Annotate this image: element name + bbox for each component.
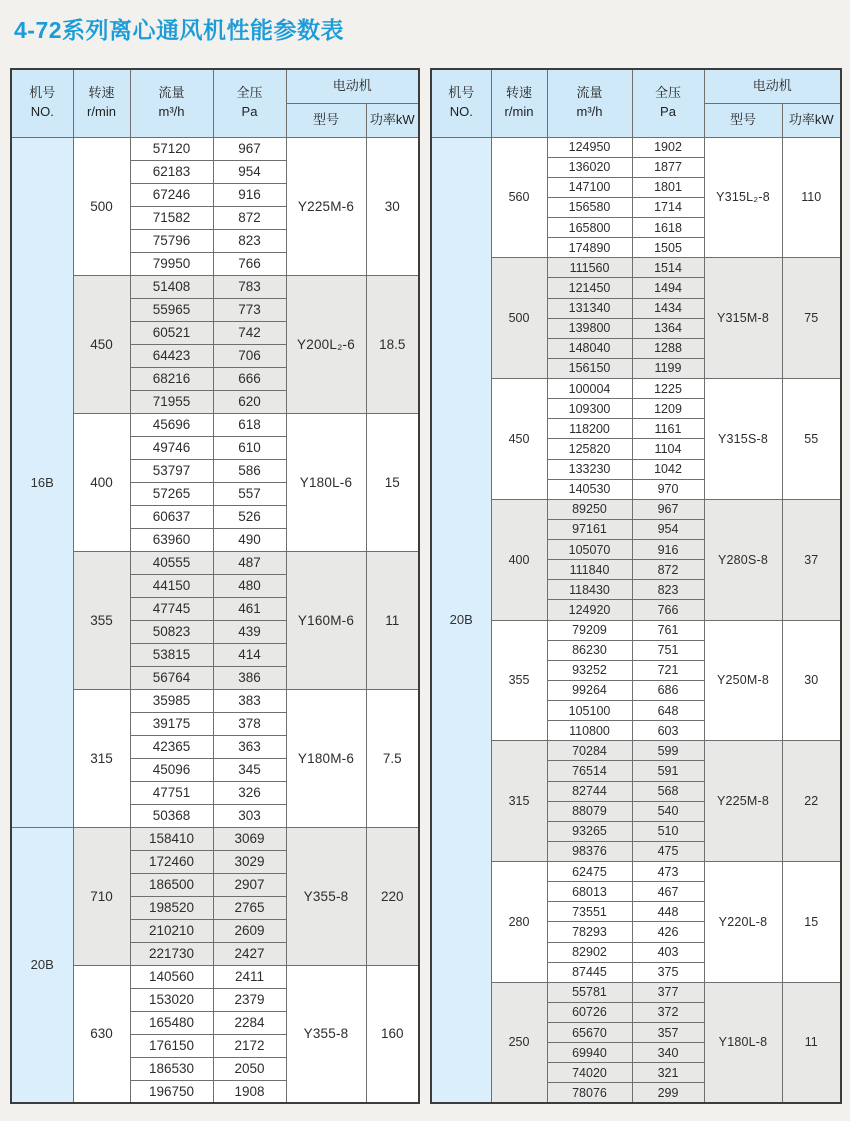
speed-cell: 400 bbox=[491, 499, 547, 620]
col-header-no-cn: 机号 bbox=[448, 85, 475, 101]
col-header-pressure-unit: Pa bbox=[241, 104, 258, 120]
flow-cell: 45696 bbox=[130, 413, 213, 436]
power-cell: 30 bbox=[366, 137, 419, 275]
pressure-cell: 1505 bbox=[632, 238, 704, 258]
pressure-cell: 686 bbox=[632, 680, 704, 700]
flow-cell: 67246 bbox=[130, 183, 213, 206]
table-row bbox=[431, 137, 841, 157]
table-row bbox=[11, 551, 419, 574]
flow-cell: 60726 bbox=[547, 1002, 632, 1022]
flow-cell: 44150 bbox=[130, 574, 213, 597]
flow-cell: 68216 bbox=[130, 367, 213, 390]
pressure-cell: 1514 bbox=[632, 258, 704, 278]
col-header-pressure bbox=[632, 69, 704, 137]
flow-cell: 82902 bbox=[547, 942, 632, 962]
power-cell: 18.5 bbox=[366, 275, 419, 413]
speed-cell: 450 bbox=[491, 379, 547, 500]
pressure-cell: 721 bbox=[632, 660, 704, 680]
pressure-cell: 970 bbox=[632, 479, 704, 499]
pressure-cell: 426 bbox=[632, 922, 704, 942]
model-cell: Y200L₂-6 bbox=[286, 275, 366, 413]
flow-cell: 105070 bbox=[547, 540, 632, 560]
pressure-cell: 1042 bbox=[632, 459, 704, 479]
pressure-cell: 2050 bbox=[213, 1057, 286, 1080]
flow-cell: 140530 bbox=[547, 479, 632, 499]
pressure-cell: 783 bbox=[213, 275, 286, 298]
table-row bbox=[11, 689, 419, 712]
no-cell: 16B bbox=[11, 137, 73, 827]
table-row bbox=[11, 965, 419, 988]
col-header-speed bbox=[491, 69, 547, 137]
flow-cell: 111840 bbox=[547, 560, 632, 580]
col-header-model: 型号 bbox=[704, 103, 782, 137]
pressure-cell: 620 bbox=[213, 390, 286, 413]
no-cell: 20B bbox=[11, 827, 73, 1103]
pressure-cell: 568 bbox=[632, 781, 704, 801]
pressure-cell: 383 bbox=[213, 689, 286, 712]
pressure-cell: 603 bbox=[632, 721, 704, 741]
flow-cell: 196750 bbox=[130, 1080, 213, 1103]
pressure-cell: 916 bbox=[213, 183, 286, 206]
flow-cell: 79209 bbox=[547, 620, 632, 640]
pressure-cell: 1434 bbox=[632, 298, 704, 318]
pressure-cell: 2411 bbox=[213, 965, 286, 988]
flow-cell: 71582 bbox=[130, 206, 213, 229]
speed-cell: 500 bbox=[491, 258, 547, 379]
model-cell: Y315L₂-8 bbox=[704, 137, 782, 258]
col-header-pressure bbox=[213, 69, 286, 137]
model-cell: Y225M-8 bbox=[704, 741, 782, 862]
flow-cell: 57265 bbox=[130, 482, 213, 505]
col-header-speed bbox=[73, 69, 130, 137]
pressure-cell: 414 bbox=[213, 643, 286, 666]
pressure-cell: 586 bbox=[213, 459, 286, 482]
flow-cell: 147100 bbox=[547, 177, 632, 197]
power-cell: 11 bbox=[366, 551, 419, 689]
power-cell: 15 bbox=[366, 413, 419, 551]
flow-cell: 99264 bbox=[547, 680, 632, 700]
speed-cell: 315 bbox=[73, 689, 130, 827]
flow-cell: 100004 bbox=[547, 379, 632, 399]
flow-cell: 35985 bbox=[130, 689, 213, 712]
speed-cell: 500 bbox=[73, 137, 130, 275]
pressure-cell: 372 bbox=[632, 1002, 704, 1022]
flow-cell: 153020 bbox=[130, 988, 213, 1011]
flow-cell: 50368 bbox=[130, 804, 213, 827]
pressure-cell: 448 bbox=[632, 902, 704, 922]
model-cell: Y180L-6 bbox=[286, 413, 366, 551]
flow-cell: 158410 bbox=[130, 827, 213, 850]
flow-cell: 70284 bbox=[547, 741, 632, 761]
pressure-cell: 345 bbox=[213, 758, 286, 781]
power-cell: 7.5 bbox=[366, 689, 419, 827]
flow-cell: 78293 bbox=[547, 922, 632, 942]
pressure-cell: 618 bbox=[213, 413, 286, 436]
flow-cell: 105100 bbox=[547, 701, 632, 721]
speed-cell: 280 bbox=[491, 862, 547, 983]
flow-cell: 121450 bbox=[547, 278, 632, 298]
speed-cell: 355 bbox=[73, 551, 130, 689]
power-cell: 220 bbox=[366, 827, 419, 965]
pressure-cell: 916 bbox=[632, 540, 704, 560]
pressure-cell: 378 bbox=[213, 712, 286, 735]
performance-table-right bbox=[430, 68, 842, 1104]
model-cell: Y220L-8 bbox=[704, 862, 782, 983]
flow-cell: 74020 bbox=[547, 1063, 632, 1083]
flow-cell: 76514 bbox=[547, 761, 632, 781]
flow-cell: 53815 bbox=[130, 643, 213, 666]
flow-cell: 62183 bbox=[130, 160, 213, 183]
model-cell: Y355-8 bbox=[286, 827, 366, 965]
col-header-flow-cn: 流量 bbox=[158, 85, 185, 101]
pressure-cell: 2609 bbox=[213, 919, 286, 942]
pressure-cell: 1618 bbox=[632, 218, 704, 238]
pressure-cell: 766 bbox=[632, 600, 704, 620]
flow-cell: 39175 bbox=[130, 712, 213, 735]
table-body bbox=[11, 137, 419, 1103]
pressure-cell: 1801 bbox=[632, 177, 704, 197]
power-cell: 11 bbox=[782, 982, 841, 1103]
flow-cell: 45096 bbox=[130, 758, 213, 781]
pressure-cell: 299 bbox=[632, 1083, 704, 1103]
flow-cell: 139800 bbox=[547, 318, 632, 338]
pressure-cell: 1209 bbox=[632, 399, 704, 419]
flow-cell: 49746 bbox=[130, 436, 213, 459]
pressure-cell: 1225 bbox=[632, 379, 704, 399]
pressure-cell: 954 bbox=[632, 519, 704, 539]
pressure-cell: 403 bbox=[632, 942, 704, 962]
flow-cell: 87445 bbox=[547, 962, 632, 982]
table-row bbox=[431, 258, 841, 278]
col-header-pressure-cn: 全压 bbox=[236, 85, 263, 101]
power-cell: 15 bbox=[782, 862, 841, 983]
flow-cell: 75796 bbox=[130, 229, 213, 252]
pressure-cell: 480 bbox=[213, 574, 286, 597]
table-row bbox=[431, 499, 841, 519]
col-header-speed-cn: 转速 bbox=[88, 85, 115, 101]
flow-cell: 118200 bbox=[547, 419, 632, 439]
flow-cell: 68013 bbox=[547, 882, 632, 902]
table-row bbox=[431, 741, 841, 761]
table-row bbox=[11, 413, 419, 436]
flow-cell: 71955 bbox=[130, 390, 213, 413]
flow-cell: 110800 bbox=[547, 721, 632, 741]
pressure-cell: 823 bbox=[632, 580, 704, 600]
pressure-cell: 1288 bbox=[632, 338, 704, 358]
power-cell: 75 bbox=[782, 258, 841, 379]
col-header-flow bbox=[130, 69, 213, 137]
pressure-cell: 599 bbox=[632, 741, 704, 761]
power-cell: 22 bbox=[782, 741, 841, 862]
flow-cell: 60521 bbox=[130, 321, 213, 344]
performance-table-left bbox=[10, 68, 420, 1104]
pressure-cell: 1714 bbox=[632, 197, 704, 217]
speed-cell: 250 bbox=[491, 982, 547, 1103]
flow-cell: 60637 bbox=[130, 505, 213, 528]
col-header-flow-unit: m³/h bbox=[576, 104, 603, 120]
col-header-no-cn: 机号 bbox=[29, 85, 56, 101]
table-header bbox=[431, 69, 841, 137]
pressure-cell: 967 bbox=[632, 499, 704, 519]
pressure-cell: 761 bbox=[632, 620, 704, 640]
flow-cell: 89250 bbox=[547, 499, 632, 519]
model-cell: Y315S-8 bbox=[704, 379, 782, 500]
flow-cell: 148040 bbox=[547, 338, 632, 358]
flow-cell: 140560 bbox=[130, 965, 213, 988]
flow-cell: 93265 bbox=[547, 821, 632, 841]
col-header-no-en: NO. bbox=[30, 104, 54, 120]
flow-cell: 69940 bbox=[547, 1043, 632, 1063]
flow-cell: 118430 bbox=[547, 580, 632, 600]
flow-cell: 97161 bbox=[547, 519, 632, 539]
flow-cell: 50823 bbox=[130, 620, 213, 643]
flow-cell: 165480 bbox=[130, 1011, 213, 1034]
pressure-cell: 2284 bbox=[213, 1011, 286, 1034]
flow-cell: 64423 bbox=[130, 344, 213, 367]
pressure-cell: 303 bbox=[213, 804, 286, 827]
power-cell: 37 bbox=[782, 499, 841, 620]
flow-cell: 131340 bbox=[547, 298, 632, 318]
col-header-power: 功率kW bbox=[782, 103, 841, 137]
col-header-motor: 电动机 bbox=[704, 69, 841, 103]
flow-cell: 57120 bbox=[130, 137, 213, 160]
flow-cell: 78076 bbox=[547, 1083, 632, 1103]
col-header-pressure-cn: 全压 bbox=[654, 85, 681, 101]
pressure-cell: 1908 bbox=[213, 1080, 286, 1103]
flow-cell: 53797 bbox=[130, 459, 213, 482]
pressure-cell: 1104 bbox=[632, 439, 704, 459]
model-cell: Y280S-8 bbox=[704, 499, 782, 620]
table-header bbox=[11, 69, 419, 137]
pressure-cell: 3029 bbox=[213, 850, 286, 873]
flow-cell: 186500 bbox=[130, 873, 213, 896]
table-row bbox=[431, 862, 841, 882]
table-body bbox=[431, 137, 841, 1103]
table-row bbox=[11, 137, 419, 160]
pressure-cell: 751 bbox=[632, 640, 704, 660]
pressure-cell: 648 bbox=[632, 701, 704, 721]
pressure-cell: 439 bbox=[213, 620, 286, 643]
page-title: 4-72系列离心通风机性能参数表 bbox=[14, 17, 345, 43]
col-header-flow bbox=[547, 69, 632, 137]
flow-cell: 172460 bbox=[130, 850, 213, 873]
flow-cell: 42365 bbox=[130, 735, 213, 758]
flow-cell: 210210 bbox=[130, 919, 213, 942]
flow-cell: 51408 bbox=[130, 275, 213, 298]
pressure-cell: 357 bbox=[632, 1023, 704, 1043]
no-cell: 20B bbox=[431, 137, 491, 1103]
pressure-cell: 954 bbox=[213, 160, 286, 183]
flow-cell: 55965 bbox=[130, 298, 213, 321]
col-header-speed-cn: 转速 bbox=[505, 85, 532, 101]
col-header-model: 型号 bbox=[286, 103, 366, 137]
pressure-cell: 742 bbox=[213, 321, 286, 344]
pressure-cell: 666 bbox=[213, 367, 286, 390]
pressure-cell: 1877 bbox=[632, 157, 704, 177]
pressure-cell: 766 bbox=[213, 252, 286, 275]
speed-cell: 450 bbox=[73, 275, 130, 413]
speed-cell: 560 bbox=[491, 137, 547, 258]
speed-cell: 355 bbox=[491, 620, 547, 741]
power-cell: 160 bbox=[366, 965, 419, 1103]
col-header-no bbox=[431, 69, 491, 137]
model-cell: Y355-8 bbox=[286, 965, 366, 1103]
table-row bbox=[431, 982, 841, 1002]
flow-cell: 136020 bbox=[547, 157, 632, 177]
pressure-cell: 610 bbox=[213, 436, 286, 459]
pressure-cell: 377 bbox=[632, 982, 704, 1002]
flow-cell: 86230 bbox=[547, 640, 632, 660]
flow-cell: 109300 bbox=[547, 399, 632, 419]
pressure-cell: 967 bbox=[213, 137, 286, 160]
pressure-cell: 1199 bbox=[632, 358, 704, 378]
flow-cell: 176150 bbox=[130, 1034, 213, 1057]
pressure-cell: 540 bbox=[632, 801, 704, 821]
pressure-cell: 1364 bbox=[632, 318, 704, 338]
speed-cell: 315 bbox=[491, 741, 547, 862]
table-row bbox=[431, 379, 841, 399]
flow-cell: 93252 bbox=[547, 660, 632, 680]
flow-cell: 65670 bbox=[547, 1023, 632, 1043]
flow-cell: 47751 bbox=[130, 781, 213, 804]
flow-cell: 124920 bbox=[547, 600, 632, 620]
table-row bbox=[431, 620, 841, 640]
pressure-cell: 321 bbox=[632, 1063, 704, 1083]
pressure-cell: 872 bbox=[213, 206, 286, 229]
pressure-cell: 2907 bbox=[213, 873, 286, 896]
flow-cell: 88079 bbox=[547, 801, 632, 821]
pressure-cell: 467 bbox=[632, 882, 704, 902]
model-cell: Y160M-6 bbox=[286, 551, 366, 689]
pressure-cell: 2172 bbox=[213, 1034, 286, 1057]
col-header-power: 功率kW bbox=[366, 103, 419, 137]
col-header-flow-cn: 流量 bbox=[576, 85, 603, 101]
power-cell: 55 bbox=[782, 379, 841, 500]
flow-cell: 125820 bbox=[547, 439, 632, 459]
flow-cell: 62475 bbox=[547, 862, 632, 882]
pressure-cell: 591 bbox=[632, 761, 704, 781]
pressure-cell: 475 bbox=[632, 841, 704, 861]
flow-cell: 40555 bbox=[130, 551, 213, 574]
col-header-no-en: NO. bbox=[449, 104, 473, 120]
col-header-pressure-unit: Pa bbox=[660, 104, 676, 120]
flow-cell: 174890 bbox=[547, 238, 632, 258]
flow-cell: 55781 bbox=[547, 982, 632, 1002]
col-header-speed-unit: r/min bbox=[87, 104, 116, 120]
pressure-cell: 773 bbox=[213, 298, 286, 321]
flow-cell: 98376 bbox=[547, 841, 632, 861]
table-row bbox=[11, 275, 419, 298]
pressure-cell: 461 bbox=[213, 597, 286, 620]
flow-cell: 198520 bbox=[130, 896, 213, 919]
pressure-cell: 706 bbox=[213, 344, 286, 367]
flow-cell: 156580 bbox=[547, 197, 632, 217]
pressure-cell: 375 bbox=[632, 962, 704, 982]
flow-cell: 165800 bbox=[547, 218, 632, 238]
pressure-cell: 490 bbox=[213, 528, 286, 551]
pressure-cell: 510 bbox=[632, 821, 704, 841]
pressure-cell: 823 bbox=[213, 229, 286, 252]
speed-cell: 710 bbox=[73, 827, 130, 965]
pressure-cell: 1494 bbox=[632, 278, 704, 298]
pressure-cell: 473 bbox=[632, 862, 704, 882]
pressure-cell: 557 bbox=[213, 482, 286, 505]
flow-cell: 221730 bbox=[130, 942, 213, 965]
speed-cell: 630 bbox=[73, 965, 130, 1103]
pressure-cell: 2427 bbox=[213, 942, 286, 965]
power-cell: 110 bbox=[782, 137, 841, 258]
flow-cell: 156150 bbox=[547, 358, 632, 378]
col-header-no bbox=[11, 69, 73, 137]
speed-cell: 400 bbox=[73, 413, 130, 551]
flow-cell: 79950 bbox=[130, 252, 213, 275]
table-row bbox=[11, 827, 419, 850]
power-cell: 30 bbox=[782, 620, 841, 741]
pressure-cell: 526 bbox=[213, 505, 286, 528]
model-cell: Y225M-6 bbox=[286, 137, 366, 275]
flow-cell: 111560 bbox=[547, 258, 632, 278]
pressure-cell: 363 bbox=[213, 735, 286, 758]
pressure-cell: 386 bbox=[213, 666, 286, 689]
model-cell: Y250M-8 bbox=[704, 620, 782, 741]
pressure-cell: 487 bbox=[213, 551, 286, 574]
flow-cell: 56764 bbox=[130, 666, 213, 689]
col-header-motor: 电动机 bbox=[286, 69, 419, 103]
pressure-cell: 2765 bbox=[213, 896, 286, 919]
flow-cell: 82744 bbox=[547, 781, 632, 801]
flow-cell: 133230 bbox=[547, 459, 632, 479]
flow-cell: 124950 bbox=[547, 137, 632, 157]
flow-cell: 47745 bbox=[130, 597, 213, 620]
pressure-cell: 1902 bbox=[632, 137, 704, 157]
pressure-cell: 2379 bbox=[213, 988, 286, 1011]
model-cell: Y180M-6 bbox=[286, 689, 366, 827]
flow-cell: 186530 bbox=[130, 1057, 213, 1080]
model-cell: Y180L-8 bbox=[704, 982, 782, 1103]
pressure-cell: 326 bbox=[213, 781, 286, 804]
flow-cell: 73551 bbox=[547, 902, 632, 922]
flow-cell: 63960 bbox=[130, 528, 213, 551]
pressure-cell: 3069 bbox=[213, 827, 286, 850]
pressure-cell: 1161 bbox=[632, 419, 704, 439]
pressure-cell: 340 bbox=[632, 1043, 704, 1063]
col-header-speed-unit: r/min bbox=[504, 104, 534, 120]
pressure-cell: 872 bbox=[632, 560, 704, 580]
model-cell: Y315M-8 bbox=[704, 258, 782, 379]
col-header-flow-unit: m³/h bbox=[158, 104, 185, 120]
